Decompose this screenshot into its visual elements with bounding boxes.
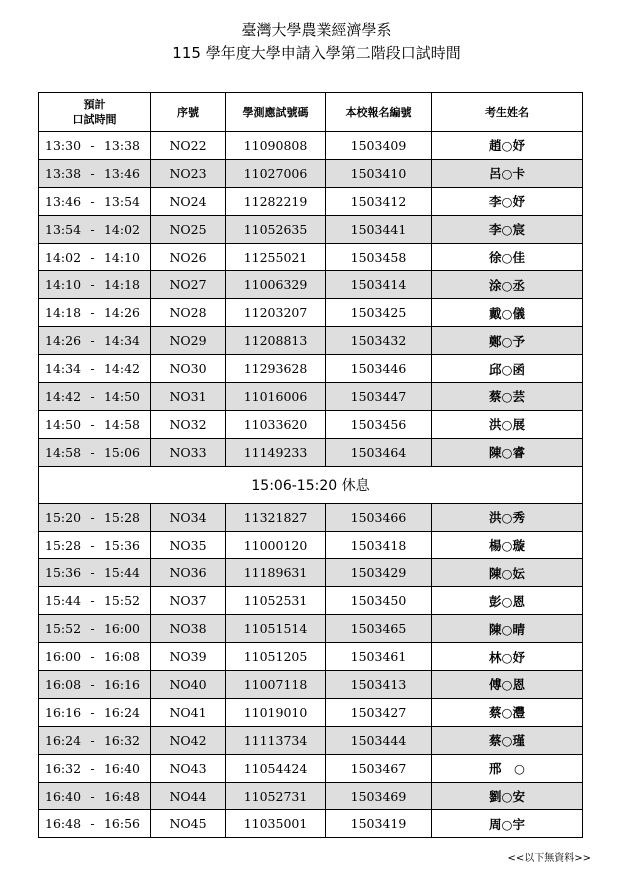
start-time: 14:42 bbox=[45, 388, 82, 404]
time-separator: - bbox=[90, 537, 95, 553]
application-number-cell: 1503409 bbox=[326, 132, 432, 160]
end-time: 13:38 bbox=[103, 137, 140, 153]
seq-cell: NO32 bbox=[151, 410, 226, 438]
end-time: 16:08 bbox=[103, 649, 140, 665]
exam-number-cell: 11149233 bbox=[226, 438, 326, 466]
candidate-name-cell: 陳○妘 bbox=[432, 559, 583, 587]
exam-number-cell: 11033620 bbox=[226, 410, 326, 438]
start-time: 13:54 bbox=[45, 221, 82, 237]
time-cell bbox=[39, 503, 151, 531]
application-number-cell: 1503432 bbox=[326, 327, 432, 355]
candidate-name-cell: 涂○丞 bbox=[432, 271, 583, 299]
table-row bbox=[39, 698, 583, 726]
exam-number-cell: 11052635 bbox=[226, 215, 326, 243]
candidate-name-cell: 楊○璇 bbox=[432, 531, 583, 559]
table-row bbox=[39, 503, 583, 531]
application-number-cell: 1503469 bbox=[326, 782, 432, 810]
time-separator: - bbox=[90, 816, 95, 832]
header-candidate-name: 考生姓名 bbox=[432, 93, 583, 132]
application-number-cell: 1503444 bbox=[326, 726, 432, 754]
header-time: 預計 口試時間 bbox=[39, 93, 151, 132]
seq-cell: NO43 bbox=[151, 754, 226, 782]
seq-cell: NO35 bbox=[151, 531, 226, 559]
application-number-cell: 1503414 bbox=[326, 271, 432, 299]
time-cell bbox=[39, 355, 151, 383]
start-time: 16:08 bbox=[45, 676, 82, 692]
candidate-name-cell: 彭○恩 bbox=[432, 587, 583, 615]
time-cell bbox=[39, 559, 151, 587]
time-separator: - bbox=[90, 444, 95, 460]
table-row bbox=[39, 159, 583, 187]
time-cell bbox=[39, 215, 151, 243]
start-time: 15:52 bbox=[45, 621, 82, 637]
start-time: 14:02 bbox=[45, 249, 82, 265]
candidate-name-cell: 李○宸 bbox=[432, 215, 583, 243]
time-cell bbox=[39, 299, 151, 327]
seq-cell: NO28 bbox=[151, 299, 226, 327]
application-number-cell: 1503456 bbox=[326, 410, 432, 438]
exam-number-cell: 11000120 bbox=[226, 531, 326, 559]
exam-number-cell: 11035001 bbox=[226, 810, 326, 838]
seq-cell: NO45 bbox=[151, 810, 226, 838]
table-row bbox=[39, 299, 583, 327]
table-row bbox=[39, 271, 583, 299]
application-number-cell: 1503464 bbox=[326, 438, 432, 466]
candidate-name-cell: 邱○函 bbox=[432, 355, 583, 383]
start-time: 16:40 bbox=[45, 788, 82, 804]
seq-cell: NO30 bbox=[151, 355, 226, 383]
time-cell bbox=[39, 587, 151, 615]
time-separator: - bbox=[90, 416, 95, 432]
time-separator: - bbox=[90, 193, 95, 209]
start-time: 16:24 bbox=[45, 732, 82, 748]
application-number-cell: 1503467 bbox=[326, 754, 432, 782]
table-row bbox=[39, 327, 583, 355]
start-time: 16:00 bbox=[45, 649, 82, 665]
exam-number-cell: 11006329 bbox=[226, 271, 326, 299]
candidate-name-cell: 蔡○灃 bbox=[432, 698, 583, 726]
table-body bbox=[39, 132, 583, 838]
start-time: 13:46 bbox=[45, 193, 82, 209]
table-row bbox=[39, 587, 583, 615]
end-time: 16:48 bbox=[103, 788, 140, 804]
start-time: 15:44 bbox=[45, 593, 82, 609]
header-seq: 序號 bbox=[151, 93, 226, 132]
seq-cell: NO42 bbox=[151, 726, 226, 754]
candidate-name-cell: 陳○晴 bbox=[432, 615, 583, 643]
time-separator: - bbox=[90, 621, 95, 637]
time-separator: - bbox=[90, 165, 95, 181]
exam-number-cell: 11255021 bbox=[226, 243, 326, 271]
end-time: 15:28 bbox=[103, 509, 140, 525]
seq-cell: NO41 bbox=[151, 698, 226, 726]
time-cell bbox=[39, 438, 151, 466]
table-row bbox=[39, 559, 583, 587]
end-time: 14:50 bbox=[103, 388, 140, 404]
time-separator: - bbox=[90, 277, 95, 293]
time-separator: - bbox=[90, 760, 95, 776]
start-time: 14:34 bbox=[45, 361, 82, 377]
exam-number-cell: 11208813 bbox=[226, 327, 326, 355]
table-row bbox=[39, 215, 583, 243]
end-time: 16:00 bbox=[103, 621, 140, 637]
end-time: 15:52 bbox=[103, 593, 140, 609]
exam-number-cell: 11019010 bbox=[226, 698, 326, 726]
start-time: 14:58 bbox=[45, 444, 82, 460]
table-row bbox=[39, 243, 583, 271]
exam-number-cell: 11051514 bbox=[226, 615, 326, 643]
start-time: 16:48 bbox=[45, 816, 82, 832]
exam-number-cell: 11052731 bbox=[226, 782, 326, 810]
candidate-name-cell: 呂○卡 bbox=[432, 159, 583, 187]
time-cell bbox=[39, 726, 151, 754]
time-separator: - bbox=[90, 788, 95, 804]
end-time: 15:44 bbox=[103, 565, 140, 581]
time-separator: - bbox=[90, 509, 95, 525]
table-row bbox=[39, 132, 583, 160]
seq-cell: NO24 bbox=[151, 187, 226, 215]
application-number-cell: 1503465 bbox=[326, 615, 432, 643]
time-cell bbox=[39, 615, 151, 643]
start-time: 14:10 bbox=[45, 277, 82, 293]
time-separator: - bbox=[90, 593, 95, 609]
application-number-cell: 1503418 bbox=[326, 531, 432, 559]
end-time: 14:34 bbox=[103, 333, 140, 349]
time-separator: - bbox=[90, 361, 95, 377]
exam-number-cell: 11189631 bbox=[226, 559, 326, 587]
seq-cell: NO38 bbox=[151, 615, 226, 643]
time-separator: - bbox=[90, 333, 95, 349]
candidate-name-cell: 邢 ○ bbox=[432, 754, 583, 782]
table-row bbox=[39, 810, 583, 838]
candidate-name-cell: 蔡○芸 bbox=[432, 383, 583, 411]
start-time: 15:28 bbox=[45, 537, 82, 553]
start-time: 15:36 bbox=[45, 565, 82, 581]
seq-cell: NO40 bbox=[151, 671, 226, 699]
time-cell bbox=[39, 159, 151, 187]
seq-cell: NO37 bbox=[151, 587, 226, 615]
time-separator: - bbox=[90, 732, 95, 748]
end-of-data-note: <<以下無資料>> bbox=[507, 853, 591, 864]
time-cell bbox=[39, 327, 151, 355]
end-time: 14:18 bbox=[103, 277, 140, 293]
candidate-name-cell: 傅○恩 bbox=[432, 671, 583, 699]
exam-number-cell: 11051205 bbox=[226, 643, 326, 671]
end-time: 14:10 bbox=[103, 249, 140, 265]
candidate-name-cell: 鄭○予 bbox=[432, 327, 583, 355]
time-separator: - bbox=[90, 305, 95, 321]
candidate-name-cell: 洪○展 bbox=[432, 410, 583, 438]
end-time: 15:36 bbox=[103, 537, 140, 553]
candidate-name-cell: 李○妤 bbox=[432, 187, 583, 215]
application-number-cell: 1503446 bbox=[326, 355, 432, 383]
application-number-cell: 1503425 bbox=[326, 299, 432, 327]
time-cell bbox=[39, 187, 151, 215]
end-time: 13:46 bbox=[103, 165, 140, 181]
break-cell: 15:06-15:20 休息 bbox=[39, 466, 583, 503]
time-cell bbox=[39, 782, 151, 810]
time-separator: - bbox=[90, 249, 95, 265]
application-number-cell: 1503447 bbox=[326, 383, 432, 411]
start-time: 13:38 bbox=[45, 165, 82, 181]
table-row bbox=[39, 671, 583, 699]
time-cell bbox=[39, 754, 151, 782]
table-row bbox=[39, 438, 583, 466]
time-cell bbox=[39, 810, 151, 838]
candidate-name-cell: 劉○安 bbox=[432, 782, 583, 810]
application-number-cell: 1503413 bbox=[326, 671, 432, 699]
seq-cell: NO29 bbox=[151, 327, 226, 355]
end-time: 16:16 bbox=[103, 676, 140, 692]
table-row bbox=[39, 754, 583, 782]
seq-cell: NO23 bbox=[151, 159, 226, 187]
seq-cell: NO26 bbox=[151, 243, 226, 271]
interview-schedule-table bbox=[38, 92, 583, 838]
exam-number-cell: 11293628 bbox=[226, 355, 326, 383]
exam-number-cell: 11090808 bbox=[226, 132, 326, 160]
time-separator: - bbox=[90, 565, 95, 581]
header-exam-number: 學測應試號碼 bbox=[226, 93, 326, 132]
time-separator: - bbox=[90, 649, 95, 665]
application-number-cell: 1503441 bbox=[326, 215, 432, 243]
time-separator: - bbox=[90, 388, 95, 404]
end-time: 14:26 bbox=[103, 305, 140, 321]
application-number-cell: 1503410 bbox=[326, 159, 432, 187]
time-cell bbox=[39, 671, 151, 699]
start-time: 14:50 bbox=[45, 416, 82, 432]
end-time: 14:58 bbox=[103, 416, 140, 432]
end-time: 16:24 bbox=[103, 704, 140, 720]
start-time: 13:30 bbox=[45, 137, 82, 153]
time-cell bbox=[39, 643, 151, 671]
exam-number-cell: 11016006 bbox=[226, 383, 326, 411]
seq-cell: NO44 bbox=[151, 782, 226, 810]
start-time: 14:18 bbox=[45, 305, 82, 321]
time-cell bbox=[39, 271, 151, 299]
application-number-cell: 1503461 bbox=[326, 643, 432, 671]
seq-cell: NO25 bbox=[151, 215, 226, 243]
application-number-cell: 1503458 bbox=[326, 243, 432, 271]
start-time: 15:20 bbox=[45, 509, 82, 525]
time-cell bbox=[39, 383, 151, 411]
exam-number-cell: 11007118 bbox=[226, 671, 326, 699]
application-number-cell: 1503412 bbox=[326, 187, 432, 215]
table-row bbox=[39, 410, 583, 438]
exam-number-cell: 11054424 bbox=[226, 754, 326, 782]
seq-cell: NO27 bbox=[151, 271, 226, 299]
candidate-name-cell: 蔡○瑾 bbox=[432, 726, 583, 754]
end-time: 14:42 bbox=[103, 361, 140, 377]
candidate-name-cell: 周○宇 bbox=[432, 810, 583, 838]
start-time: 16:32 bbox=[45, 760, 82, 776]
table-header-row bbox=[39, 93, 583, 132]
time-cell bbox=[39, 698, 151, 726]
table-row bbox=[39, 383, 583, 411]
application-number-cell: 1503419 bbox=[326, 810, 432, 838]
end-time: 14:02 bbox=[103, 221, 140, 237]
time-separator: - bbox=[90, 137, 95, 153]
candidate-name-cell: 陳○睿 bbox=[432, 438, 583, 466]
time-separator: - bbox=[90, 704, 95, 720]
exam-number-cell: 11052531 bbox=[226, 587, 326, 615]
seq-cell: NO36 bbox=[151, 559, 226, 587]
application-number-cell: 1503427 bbox=[326, 698, 432, 726]
table-row bbox=[39, 643, 583, 671]
table-row bbox=[39, 782, 583, 810]
candidate-name-cell: 徐○佳 bbox=[432, 243, 583, 271]
application-number-cell: 1503429 bbox=[326, 559, 432, 587]
candidate-name-cell: 戴○儀 bbox=[432, 299, 583, 327]
exam-number-cell: 11282219 bbox=[226, 187, 326, 215]
break-row bbox=[39, 466, 583, 503]
end-time: 16:56 bbox=[103, 816, 140, 832]
start-time: 16:16 bbox=[45, 704, 82, 720]
time-separator: - bbox=[90, 221, 95, 237]
time-separator: - bbox=[90, 676, 95, 692]
exam-number-cell: 11203207 bbox=[226, 299, 326, 327]
time-cell bbox=[39, 132, 151, 160]
seq-cell: NO39 bbox=[151, 643, 226, 671]
candidate-name-cell: 林○妤 bbox=[432, 643, 583, 671]
seq-cell: NO34 bbox=[151, 503, 226, 531]
header-application-number: 本校報名編號 bbox=[326, 93, 432, 132]
end-time: 13:54 bbox=[103, 193, 140, 209]
table-row bbox=[39, 726, 583, 754]
exam-number-cell: 11027006 bbox=[226, 159, 326, 187]
table-row bbox=[39, 615, 583, 643]
seq-cell: NO33 bbox=[151, 438, 226, 466]
document-subtitle: 115 學年度大學申請入學第二階段口試時間 bbox=[172, 44, 461, 62]
end-time: 15:06 bbox=[103, 444, 140, 460]
candidate-name-cell: 趙○妤 bbox=[432, 132, 583, 160]
end-time: 16:32 bbox=[103, 732, 140, 748]
seq-cell: NO22 bbox=[151, 132, 226, 160]
time-cell bbox=[39, 243, 151, 271]
application-number-cell: 1503466 bbox=[326, 503, 432, 531]
seq-cell: NO31 bbox=[151, 383, 226, 411]
application-number-cell: 1503450 bbox=[326, 587, 432, 615]
table-row bbox=[39, 531, 583, 559]
exam-number-cell: 11321827 bbox=[226, 503, 326, 531]
exam-number-cell: 11113734 bbox=[226, 726, 326, 754]
end-time: 16:40 bbox=[103, 760, 140, 776]
candidate-name-cell: 洪○秀 bbox=[432, 503, 583, 531]
start-time: 14:26 bbox=[45, 333, 82, 349]
document-title: 臺灣大學農業經濟學系 bbox=[241, 21, 392, 39]
time-cell bbox=[39, 531, 151, 559]
table-row bbox=[39, 355, 583, 383]
time-cell bbox=[39, 410, 151, 438]
table-row bbox=[39, 187, 583, 215]
